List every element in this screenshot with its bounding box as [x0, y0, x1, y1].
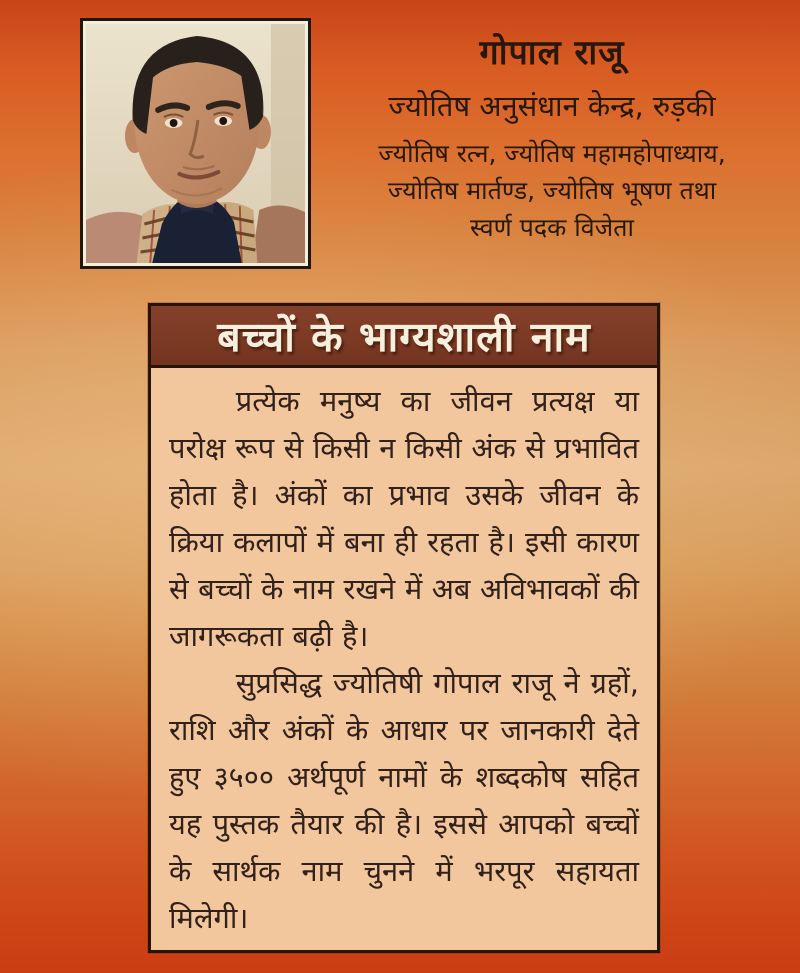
author-title-line: ज्योतिष रत्न, ज्योतिष महामहोपाध्याय, — [378, 139, 726, 168]
info-box-body — [151, 368, 657, 950]
author-affiliation: ज्योतिष अनुसंधान केन्द्र, रुड़की — [388, 89, 716, 123]
author-name: गोपाल राजू — [479, 33, 625, 73]
info-box — [148, 303, 660, 953]
author-title-line: ज्योतिष मार्तण्ड, ज्योतिष भूषण तथा — [387, 176, 717, 205]
author-photo — [80, 18, 311, 269]
paragraph-2: सुप्रसिद्ध ज्योतिषी गोपाल राजू ने ग्रहों, राशि और अंकों के आधार पर जानकारी देते हुए ३५०० अर्थपूर्ण नामों के शब्दकोष सहित यह पुस्तक तैयार की है। इससे आपको बच्चों के सार्थक नाम चुनने में भरपूर सहायता मिलेगी। — [169, 666, 639, 935]
paragraph-1: प्रत्येक मनुष्य का जीवन प्रत्यक्ष या परोक्ष रूप से किसी न किसी अंक से प्रभावित होता है। अंकों का प्रभाव उसके जीवन के क्रिया कलापों में बना ही रहता है। इसी कारण से बच्चों के नाम रखने में अब अविभावकों की जागरूकता बढ़ी है। — [169, 384, 639, 653]
box-heading: बच्चों के भाग्यशाली नाम — [217, 312, 591, 361]
author-title-line: स्वर्ण पदक विजेता — [470, 213, 634, 242]
info-box-header — [151, 306, 657, 368]
portrait-illustration — [86, 24, 305, 263]
author-block — [312, 28, 792, 246]
